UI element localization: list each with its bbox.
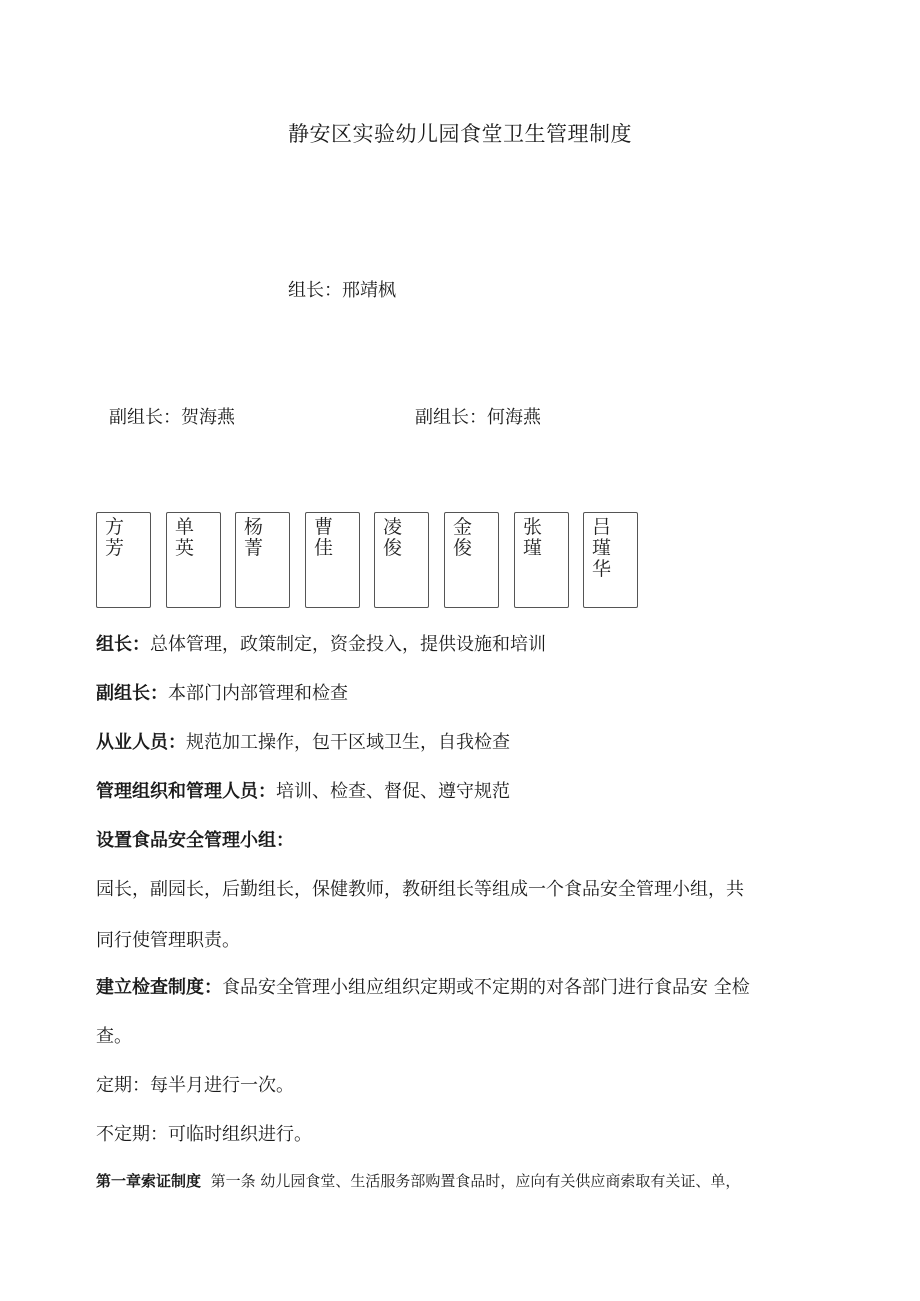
staff-member-box	[514, 512, 569, 608]
staff-member-name: 方芳	[105, 516, 125, 559]
staff-member-name: 曹佳	[314, 516, 334, 559]
role-staff	[96, 728, 510, 754]
chapter-text: 第一条 幼儿园食堂、生活服务部购置食品时，应向有关供应商索取有关证、单，	[210, 1172, 741, 1190]
chapter-label: 第一章索证制度	[96, 1172, 202, 1190]
inspection-text: 食品安全管理小组应组织定期或不定期的对各部门进行食品安 全检	[222, 977, 750, 998]
staff-member-box	[305, 512, 360, 608]
safety-group-line-2: 同行使管理职责。	[96, 930, 240, 951]
staff-member-name: 金俊	[453, 516, 473, 559]
staff-member-box	[444, 512, 499, 608]
document-title: 静安区实验幼儿园食堂卫生管理制度	[288, 122, 632, 146]
staff-member-name: 单英	[175, 516, 195, 559]
inspection-line-2: 查。	[96, 1026, 132, 1047]
deputy-leader-2: 副组长：何海燕	[415, 407, 541, 428]
role-label: 管理组织和管理人员：	[96, 781, 276, 802]
staff-member-box	[166, 512, 221, 608]
staff-member-box	[374, 512, 429, 608]
group-leader: 组长：邢靖枫	[288, 280, 396, 301]
section-heading: 设置食品安全管理小组：	[96, 830, 294, 851]
role-text: 本部门内部管理和检查	[168, 683, 348, 704]
staff-member-box	[96, 512, 151, 608]
staff-member-box	[235, 512, 290, 608]
role-text: 培训、检查、督促、遵守规范	[276, 781, 510, 802]
inspection-label: 建立检查制度：	[96, 977, 222, 998]
role-text: 总体管理，政策制定，资金投入，提供设施和培训	[150, 634, 546, 655]
inspection-paragraph	[96, 973, 750, 999]
safety-group-heading	[96, 826, 294, 852]
role-management	[96, 777, 510, 803]
role-label: 副组长：	[96, 683, 168, 704]
staff-member-name: 张瑾	[523, 516, 543, 559]
deputy-leader-1: 副组长：贺海燕	[109, 407, 235, 428]
staff-member-name: 杨菁	[244, 516, 264, 559]
staff-member-box	[583, 512, 638, 608]
role-deputy	[96, 679, 348, 705]
staff-member-name: 凌俊	[383, 516, 403, 559]
role-leader	[96, 630, 546, 656]
inspection-irregular: 不定期：可临时组织进行。	[96, 1124, 312, 1145]
role-label: 组长：	[96, 634, 150, 655]
role-label: 从业人员：	[96, 732, 186, 753]
inspection-regular: 定期：每半月进行一次。	[96, 1075, 294, 1096]
staff-member-name: 吕瑾华	[592, 516, 612, 580]
chapter-1-paragraph	[96, 1170, 740, 1191]
role-text: 规范加工操作，包干区域卫生，自我检查	[186, 732, 510, 753]
safety-group-line-1: 园长，副园长，后勤组长，保健教师，教研组长等组成一个食品安全管理小组，共	[96, 879, 744, 900]
